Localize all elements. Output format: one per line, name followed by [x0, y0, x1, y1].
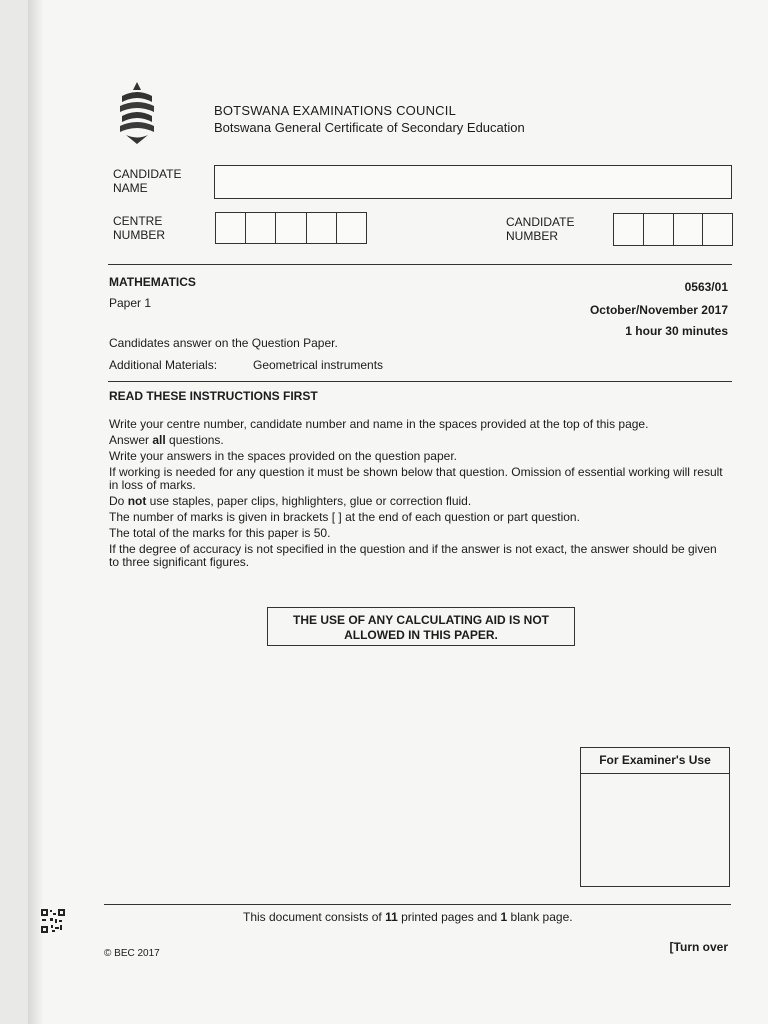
candidate-number-digit[interactable] [614, 214, 644, 245]
centre-number-label: CENTRE NUMBER [113, 214, 166, 242]
candidate-number-field[interactable] [613, 213, 733, 246]
exam-duration: 1 hour 30 minutes [625, 324, 728, 338]
materials-value: Geometrical instruments [253, 358, 384, 372]
centre-number-digit[interactable] [337, 213, 366, 243]
instruction-line: Write your answers in the spaces provided on the question paper. [109, 449, 457, 463]
copyright-notice: © BEC 2017 [104, 948, 160, 959]
centre-number-digit[interactable] [246, 213, 276, 243]
certificate-title: Botswana General Certificate of Secondary Education [214, 120, 525, 135]
footer-divider [104, 904, 731, 905]
instructions-list [109, 418, 734, 569]
page-edge-shadow [28, 0, 42, 1024]
paper-code: 0563/01 [684, 280, 728, 294]
instruction-line: The number of marks is given in brackets [ ] at the end of each question or part question. [109, 510, 580, 524]
materials-label: Additional Materials: [109, 358, 218, 372]
instruction-line: The total of the marks for this paper is 50. [109, 526, 331, 540]
paper-number: Paper 1 [109, 296, 152, 310]
turn-over-note: [Turn over [669, 940, 728, 954]
org-name: BOTSWANA EXAMINATIONS COUNCIL [214, 103, 456, 118]
centre-number-field[interactable] [215, 212, 367, 244]
bec-logo-icon [118, 82, 156, 146]
page-count-note: This document consists of 11 printed pages and 1 blank page. [243, 910, 573, 924]
qr-code-icon [40, 908, 66, 934]
candidate-name-label: CANDIDATE NAME [113, 167, 182, 195]
subject-title: MATHEMATICS [109, 275, 196, 289]
divider [108, 264, 732, 265]
exam-session: October/November 2017 [589, 303, 728, 317]
instructions-heading: READ THESE INSTRUCTIONS FIRST [109, 389, 318, 403]
examiner-use-box [580, 747, 730, 887]
instruction-line: Do not use staples, paper clips, highlighters, glue or correction fluid. [109, 494, 472, 508]
instruction-line: If working is needed for any question it must be shown below that question. Omission of essential working will result in loss of marks. [109, 465, 723, 492]
candidate-number-label: CANDIDATE NUMBER [506, 215, 575, 243]
instruction-line: Write your centre number, candidate number and name in the spaces provided at the top of this page. [109, 417, 649, 431]
candidate-number-digit[interactable] [703, 214, 732, 245]
centre-number-digit[interactable] [276, 213, 306, 243]
centre-number-digit[interactable] [216, 213, 246, 243]
instruction-line: If the degree of accuracy is not specified in the question and if the answer is not exact, the answer should be given to three significant figures. [109, 542, 717, 569]
answer-instruction: Candidates answer on the Question Paper. [109, 336, 338, 350]
divider [108, 381, 732, 382]
examiner-use-title: For Examiner's Use [581, 748, 729, 774]
instruction-line: Answer all questions. [109, 433, 224, 447]
candidate-number-digit[interactable] [674, 214, 704, 245]
centre-number-digit[interactable] [307, 213, 337, 243]
calculator-warning-box: THE USE OF ANY CALCULATING AID IS NOT ALLOWED IN THIS PAPER. [267, 607, 575, 646]
candidate-name-field[interactable] [214, 165, 732, 199]
candidate-number-digit[interactable] [644, 214, 674, 245]
